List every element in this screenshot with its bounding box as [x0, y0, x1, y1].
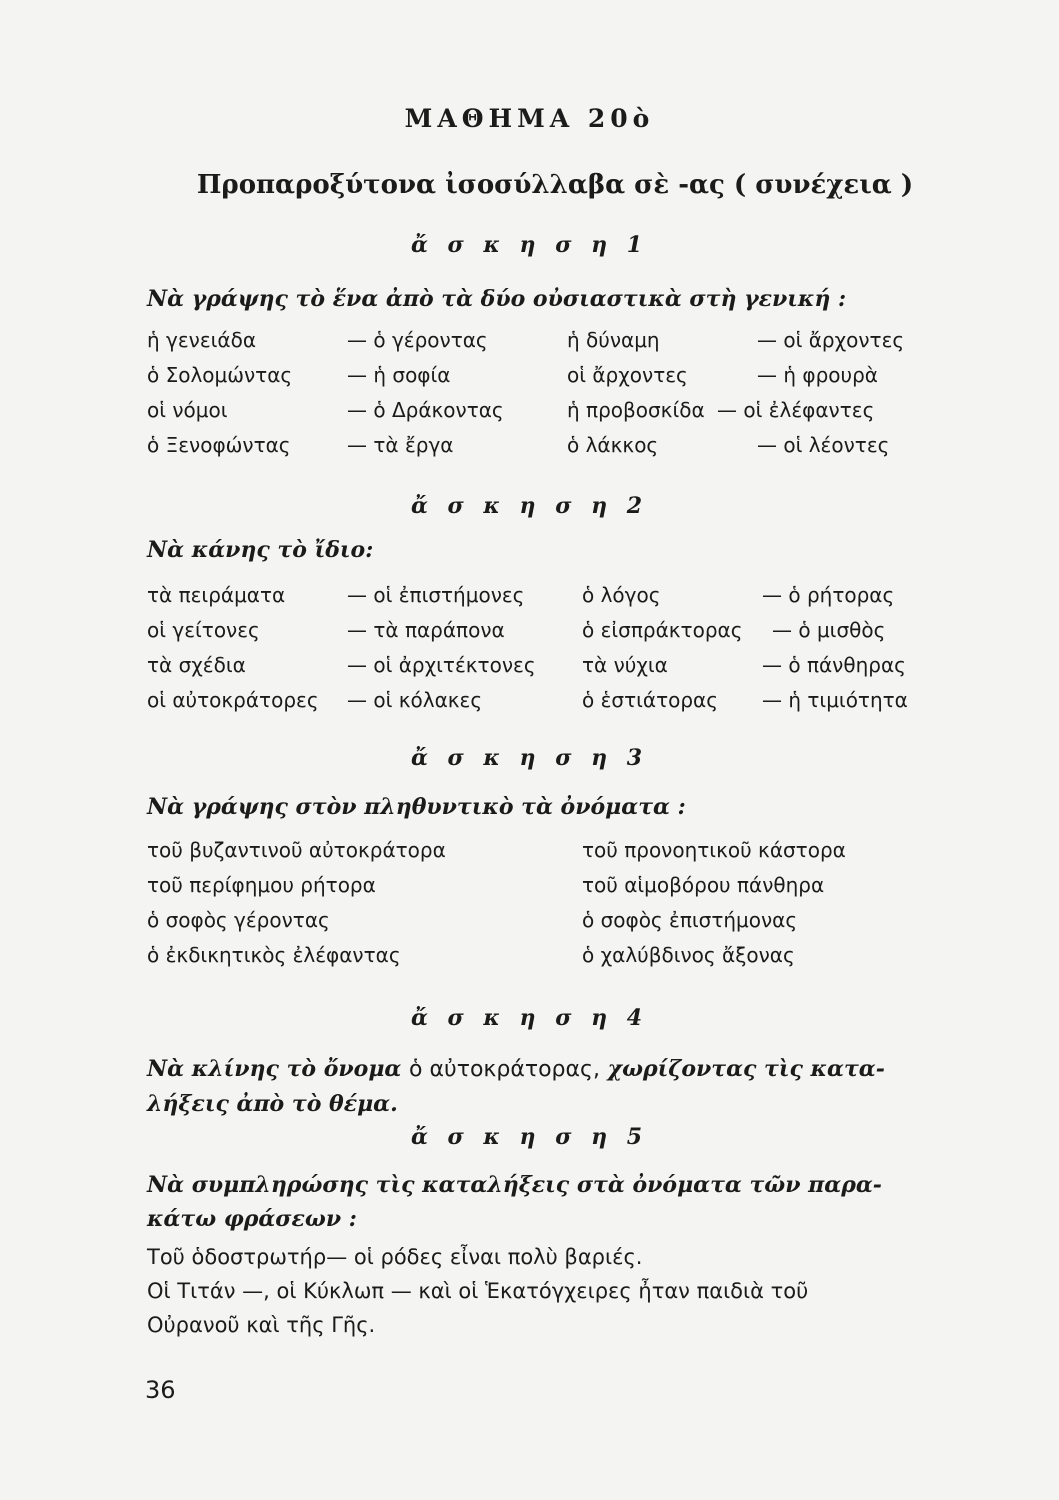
ex2-cell: τὰ πειράματα [147, 583, 286, 607]
ex3-cell: ὁ σοφὸς ἐπιστήμονας [582, 908, 798, 932]
exercise-5-instruction-line1: Νὰ συμπληρώσης τὶς καταλήξεις στὰ ὀνόματα τῶν παρα- [147, 1172, 882, 1198]
ex2-cell: ὁ εἰσπράκτορας [582, 618, 743, 642]
ex2-cell: τὰ σχέδια [147, 653, 246, 677]
ex3-cell: ὁ χαλύβδινος ἄξονας [582, 943, 795, 967]
ex1-cell: — ἡ φρουρὰ [757, 363, 878, 387]
ex2-cell: ὁ λόγος [582, 583, 661, 607]
exercise-1-label: ἄ σ κ η σ η 1 [410, 232, 649, 258]
ex3-cell: ὁ ἐκδικητικὸς ἐλέφαντας [147, 943, 401, 967]
ex1-cell: ἡ γενειάδα [147, 328, 257, 352]
exercise-5-instruction [147, 1168, 977, 1236]
exercise-5-label: ἄ σ κ η σ η 5 [410, 1124, 649, 1150]
ex1-cell: ἡ δύναμη [567, 328, 660, 352]
exercise-2-label: ἄ σ κ η σ η 2 [410, 493, 649, 519]
ex3-cell: τοῦ αἱμοβόρου πάνθηρα [582, 873, 825, 897]
ex2-cell: — ὁ μισθὸς [772, 618, 886, 642]
ex1-cell: ὁ Σολομώντας [147, 363, 293, 387]
ex1-cell: — ὁ γέροντας [347, 328, 488, 352]
exercise-5-line: Τοῦ ὁδοστρωτήρ— οἱ ρόδες εἶναι πολὺ βαριές. [147, 1245, 643, 1269]
ex1-cell: — οἱ ἐλέφαντες [717, 398, 875, 422]
exercise-4-instruction-b: χωρίζοντας τὶς κατα- [607, 1056, 885, 1082]
ex1-cell: — ἡ σοφία [347, 363, 451, 387]
exercise-4-instruction-word: ὁ αὐτοκράτορας, [409, 1057, 600, 1082]
ex1-cell: — οἱ λέοντες [757, 433, 890, 457]
ex2-cell: — ὁ ρήτορας [762, 583, 895, 607]
exercise-4-instruction [147, 1052, 977, 1121]
exercise-5-text [147, 1240, 987, 1342]
ex1-cell: οἱ ἄρχοντες [567, 363, 688, 387]
ex3-cell: τοῦ περίφημου ρήτορα [147, 873, 376, 897]
exercise-3-instruction: Νὰ γράψης στὸν πληθυντικὸ τὰ ὀνόματα : [147, 794, 686, 820]
exercise-2-instruction: Νὰ κάνης τὸ ἴδιο: [147, 537, 374, 563]
ex1-cell: ἡ προβοσκίδα [567, 398, 705, 422]
ex2-cell: οἱ αὐτοκράτορες [147, 688, 319, 712]
ex2-cell: — οἱ ἐπιστήμονες [347, 583, 525, 607]
ex1-cell: — ὁ Δράκοντας [347, 398, 504, 422]
page-number: 36 [145, 1376, 176, 1404]
ex2-cell: — οἱ κόλακες [347, 688, 483, 712]
ex2-cell: — τὰ παράπονα [347, 618, 505, 642]
exercise-5-instruction-line2: κάτω φράσεων : [147, 1206, 357, 1232]
ex1-cell: ὁ Ξενοφώντας [147, 433, 291, 457]
ex2-cell: ὁ ἑστιάτορας [582, 688, 718, 712]
ex2-cell: — ὁ πάνθηρας [762, 653, 906, 677]
exercise-4-instruction-a: Νὰ κλίνης τὸ ὄνομα [147, 1056, 402, 1082]
section-heading: Προπαροξύτονα ἰσοσύλλαβα σὲ -ας ( συνέχεια ) [196, 170, 914, 200]
ex2-cell: τὰ νύχια [582, 653, 668, 677]
exercise-1-instruction: Νὰ γράψης τὸ ἕνα ἀπὸ τὰ δύο οὐσιαστικὰ στὴ γενική : [147, 286, 847, 312]
ex1-cell: — οἱ ἄρχοντες [757, 328, 905, 352]
exercise-4-instruction-c: λήξεις ἀπὸ τὸ θέμα. [147, 1091, 398, 1117]
ex3-cell: ὁ σοφὸς γέροντας [147, 908, 330, 932]
ex3-cell: τοῦ βυζαντινοῦ αὐτοκράτορα [147, 838, 446, 862]
ex1-cell: ὁ λάκκος [567, 433, 659, 457]
ex1-cell: — τὰ ἔργα [347, 433, 454, 457]
ex3-cell: τοῦ προνοητικοῦ κάστορα [582, 838, 846, 862]
ex2-cell: οἱ γείτονες [147, 618, 260, 642]
exercise-5-line: Οὐρανοῦ καὶ τῆς Γῆς. [147, 1313, 376, 1337]
exercise-3-label: ἄ σ κ η σ η 3 [410, 745, 649, 771]
ex2-cell: — οἱ ἀρχιτέκτονες [347, 653, 536, 677]
exercise-5-line: Οἱ Τιτάν —, οἱ Κύκλωπ — καὶ οἱ Ἑκατόγχειρες ἦταν παιδιὰ τοῦ [147, 1279, 809, 1303]
ex2-cell: — ἡ τιμιότητα [762, 688, 908, 712]
exercise-4-label: ἄ σ κ η σ η 4 [410, 1005, 649, 1031]
lesson-title: ΜΑΘΗΜΑ 20ὸ [404, 104, 655, 133]
ex1-cell: οἱ νόμοι [147, 398, 228, 422]
